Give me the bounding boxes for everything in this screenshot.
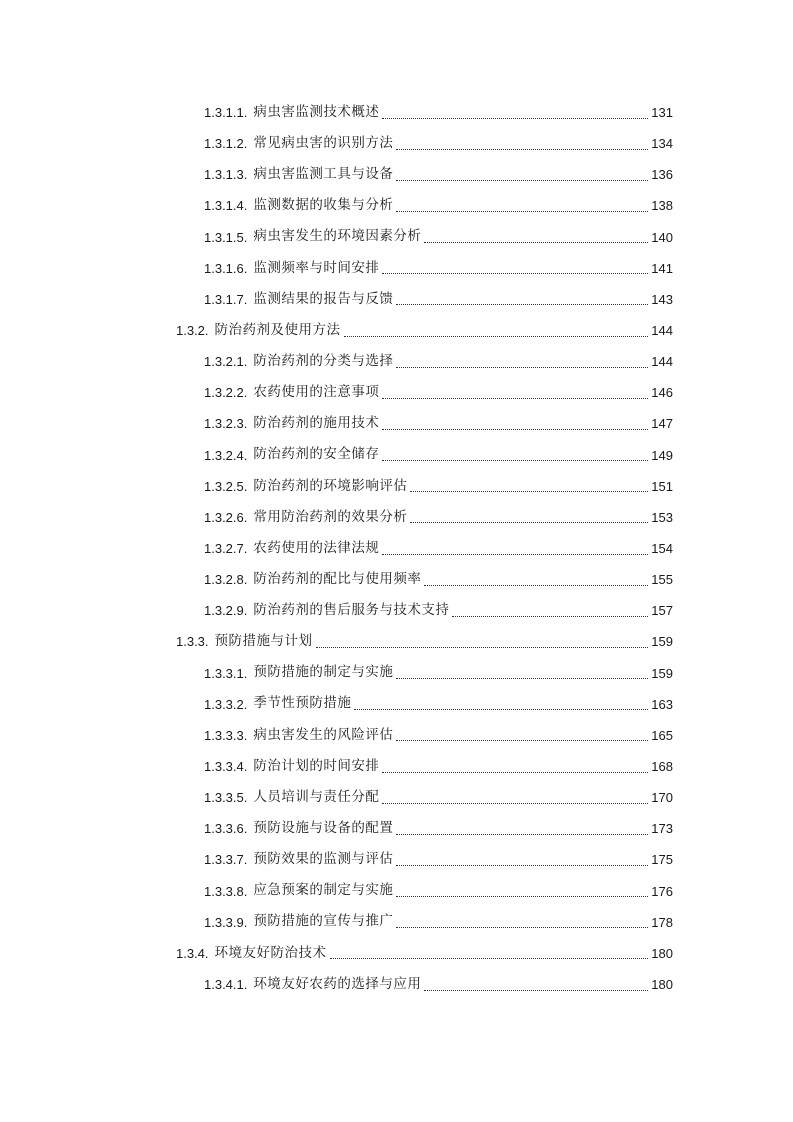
toc-entry-number: 1.3.3. bbox=[176, 634, 209, 650]
toc-dot-leader bbox=[316, 646, 648, 648]
toc-entry-title: 防治药剂的分类与选择 bbox=[253, 352, 394, 369]
toc-entry-page: 176 bbox=[651, 883, 673, 899]
toc-entry-page: 147 bbox=[651, 416, 673, 432]
toc-dot-leader bbox=[382, 117, 648, 119]
toc-dot-leader bbox=[396, 179, 648, 181]
toc-entry[interactable] bbox=[0, 876, 793, 907]
toc-entry-page: 175 bbox=[651, 852, 673, 868]
toc-dot-leader bbox=[424, 989, 648, 991]
toc-dot-leader bbox=[354, 708, 648, 710]
toc-entry-page: 143 bbox=[651, 291, 673, 307]
toc-entry-page: 180 bbox=[651, 945, 673, 961]
toc-entry-number: 1.3.3.3. bbox=[204, 727, 248, 743]
toc-entry-number: 1.3.2. bbox=[176, 323, 209, 339]
toc-entry-number: 1.3.1.4. bbox=[204, 198, 248, 214]
toc-entry-number: 1.3.3.2. bbox=[204, 696, 248, 712]
toc-entry-number: 1.3.3.1. bbox=[204, 665, 248, 681]
toc-entry-page: 170 bbox=[651, 790, 673, 806]
toc-entry[interactable] bbox=[0, 408, 793, 439]
toc-dot-leader bbox=[396, 366, 648, 368]
toc-entry-page: 173 bbox=[651, 821, 673, 837]
toc-entry-number: 1.3.2.4. bbox=[204, 447, 248, 463]
toc-entry[interactable] bbox=[0, 533, 793, 564]
toc-entry-title: 防治药剂及使用方法 bbox=[214, 321, 341, 338]
toc-entry-number: 1.3.2.1. bbox=[204, 354, 248, 370]
toc-dot-leader bbox=[452, 615, 648, 617]
toc-section-entry[interactable] bbox=[0, 938, 793, 969]
toc-dot-leader bbox=[396, 739, 648, 741]
toc-entry-title: 农药使用的注意事项 bbox=[253, 384, 380, 401]
toc-entry-page: 155 bbox=[651, 572, 673, 588]
toc-dot-leader bbox=[396, 833, 648, 835]
toc-entry-number: 1.3.3.6. bbox=[204, 821, 248, 837]
toc-entry-page: 151 bbox=[651, 478, 673, 494]
toc-entry-number: 1.3.2.5. bbox=[204, 478, 248, 494]
toc-entry-number: 1.3.3.4. bbox=[204, 759, 248, 775]
toc-entry[interactable] bbox=[0, 595, 793, 626]
toc-entry[interactable] bbox=[0, 253, 793, 284]
toc-dot-leader bbox=[424, 241, 648, 243]
toc-entry-number: 1.3.2.8. bbox=[204, 572, 248, 588]
toc-entry-title: 环境友好农药的选择与应用 bbox=[253, 975, 422, 992]
toc-entry-title: 预防措施与计划 bbox=[214, 633, 313, 650]
toc-entry[interactable] bbox=[0, 128, 793, 159]
toc-entry-number: 1.3.4.1. bbox=[204, 977, 248, 992]
toc-dot-leader bbox=[396, 864, 648, 866]
toc-entry-page: 140 bbox=[651, 229, 673, 245]
toc-entry-title: 防治药剂的售后服务与技术支持 bbox=[253, 602, 450, 619]
toc-dot-leader bbox=[424, 584, 648, 586]
toc-entry-number: 1.3.1.7. bbox=[204, 291, 248, 307]
toc-entry-title: 预防设施与设备的配置 bbox=[253, 820, 394, 837]
toc-entry-number: 1.3.3.9. bbox=[204, 914, 248, 930]
toc-entry-page: 141 bbox=[651, 260, 673, 276]
toc-entry[interactable] bbox=[0, 190, 793, 221]
toc-entry[interactable] bbox=[0, 159, 793, 190]
toc-dot-leader bbox=[382, 272, 648, 274]
toc-entry[interactable] bbox=[0, 502, 793, 533]
toc-entry[interactable] bbox=[0, 751, 793, 782]
toc-entry-number: 1.3.3.5. bbox=[204, 790, 248, 806]
toc-entry-title: 病虫害发生的环境因素分析 bbox=[253, 228, 422, 245]
toc-entry-page: 168 bbox=[651, 759, 673, 775]
toc-dot-leader bbox=[410, 521, 648, 523]
toc-section-entry[interactable] bbox=[0, 626, 793, 657]
toc-entry[interactable] bbox=[0, 440, 793, 471]
toc-entry-number: 1.3.1.2. bbox=[204, 136, 248, 152]
toc-dot-leader bbox=[382, 428, 648, 430]
toc-dot-leader bbox=[330, 957, 648, 959]
toc-entry[interactable] bbox=[0, 689, 793, 720]
toc-dot-leader bbox=[396, 895, 648, 897]
toc-entry-title: 监测频率与时间安排 bbox=[253, 259, 380, 276]
toc-entry-number: 1.3.2.7. bbox=[204, 541, 248, 557]
toc-dot-leader bbox=[382, 802, 648, 804]
toc-dot-leader bbox=[396, 148, 648, 150]
toc-entry-number: 1.3.3.8. bbox=[204, 883, 248, 899]
toc-entry-page: 144 bbox=[651, 323, 673, 339]
table-of-contents bbox=[0, 97, 793, 1000]
toc-entry-page: 146 bbox=[651, 385, 673, 401]
toc-entry[interactable] bbox=[0, 471, 793, 502]
toc-entry-number: 1.3.2.2. bbox=[204, 385, 248, 401]
toc-entry-title: 预防措施的制定与实施 bbox=[253, 664, 394, 681]
toc-dot-leader bbox=[396, 677, 648, 679]
toc-dot-leader bbox=[396, 926, 648, 928]
toc-entry-page: 165 bbox=[651, 727, 673, 743]
toc-entry[interactable] bbox=[0, 564, 793, 595]
toc-entry-title: 常用防治药剂的效果分析 bbox=[253, 508, 408, 525]
toc-entry-page: 163 bbox=[651, 696, 673, 712]
toc-entry-page: 157 bbox=[651, 603, 673, 619]
toc-dot-leader bbox=[382, 771, 648, 773]
toc-entry[interactable] bbox=[0, 284, 793, 315]
toc-dot-leader bbox=[382, 553, 648, 555]
toc-entry[interactable] bbox=[0, 813, 793, 844]
toc-entry-page: 153 bbox=[651, 509, 673, 525]
toc-entry-title: 防治药剂的环境影响评估 bbox=[253, 477, 408, 494]
toc-dot-leader bbox=[396, 210, 648, 212]
toc-entry[interactable] bbox=[0, 782, 793, 813]
toc-entry-page: 134 bbox=[651, 136, 673, 152]
toc-entry-page: 149 bbox=[651, 447, 673, 463]
toc-entry-number: 1.3.2.6. bbox=[204, 509, 248, 525]
toc-entry[interactable] bbox=[0, 346, 793, 377]
toc-entry-number: 1.3.2.9. bbox=[204, 603, 248, 619]
toc-entry[interactable] bbox=[0, 907, 793, 938]
toc-entry-page: 178 bbox=[651, 914, 673, 930]
toc-entry-title: 防治计划的时间安排 bbox=[253, 757, 380, 774]
toc-entry-title: 防治药剂的安全储存 bbox=[253, 446, 380, 463]
toc-entry-title: 病虫害监测技术概述 bbox=[253, 103, 380, 120]
toc-entry-page: 159 bbox=[651, 665, 673, 681]
toc-entry-page: 180 bbox=[651, 977, 673, 992]
toc-dot-leader bbox=[382, 397, 648, 399]
toc-entry-title: 预防措施的宣传与推广 bbox=[253, 913, 394, 930]
toc-entry-page: 154 bbox=[651, 541, 673, 557]
toc-entry-page: 136 bbox=[651, 167, 673, 183]
toc-entry[interactable] bbox=[0, 844, 793, 875]
toc-entry-number: 1.3.1.3. bbox=[204, 167, 248, 183]
toc-entry-number: 1.3.1.5. bbox=[204, 229, 248, 245]
toc-dot-leader bbox=[410, 490, 648, 492]
toc-entry-number: 1.3.4. bbox=[176, 945, 209, 961]
toc-entry-page: 138 bbox=[651, 198, 673, 214]
toc-entry-title: 病虫害监测工具与设备 bbox=[253, 166, 394, 183]
toc-entry[interactable] bbox=[0, 377, 793, 408]
toc-entry-title: 预防效果的监测与评估 bbox=[253, 851, 394, 868]
toc-entry-title: 农药使用的法律法规 bbox=[253, 539, 380, 556]
toc-entry-number: 1.3.1.6. bbox=[204, 260, 248, 276]
toc-entry-number: 1.3.3.7. bbox=[204, 852, 248, 868]
toc-dot-leader bbox=[382, 459, 648, 461]
toc-entry[interactable] bbox=[0, 658, 793, 689]
toc-entry-title: 监测数据的收集与分析 bbox=[253, 197, 394, 214]
toc-section-entry[interactable] bbox=[0, 315, 793, 346]
toc-entry-title: 人员培训与责任分配 bbox=[253, 788, 380, 805]
toc-entry[interactable] bbox=[0, 97, 793, 128]
toc-entry-title: 季节性预防措施 bbox=[253, 695, 352, 712]
toc-entry-title: 监测结果的报告与反馈 bbox=[253, 290, 394, 307]
toc-entry-page: 144 bbox=[651, 354, 673, 370]
toc-entry-number: 1.3.1.1. bbox=[204, 105, 248, 121]
toc-entry-title: 防治药剂的配比与使用频率 bbox=[253, 570, 422, 587]
toc-entry[interactable] bbox=[0, 969, 793, 1000]
toc-entry-title: 常见病虫害的识别方法 bbox=[253, 134, 394, 151]
toc-entry-title: 病虫害发生的风险评估 bbox=[253, 726, 394, 743]
toc-entry-title: 防治药剂的施用技术 bbox=[253, 415, 380, 432]
toc-entry-page: 131 bbox=[651, 105, 673, 121]
toc-entry-number: 1.3.2.3. bbox=[204, 416, 248, 432]
toc-entry[interactable] bbox=[0, 222, 793, 253]
toc-entry-title: 应急预案的制定与实施 bbox=[253, 882, 394, 899]
toc-entry-title: 环境友好防治技术 bbox=[214, 944, 327, 961]
toc-dot-leader bbox=[344, 335, 648, 337]
toc-dot-leader bbox=[396, 303, 648, 305]
toc-entry-page: 159 bbox=[651, 634, 673, 650]
toc-entry[interactable] bbox=[0, 720, 793, 751]
